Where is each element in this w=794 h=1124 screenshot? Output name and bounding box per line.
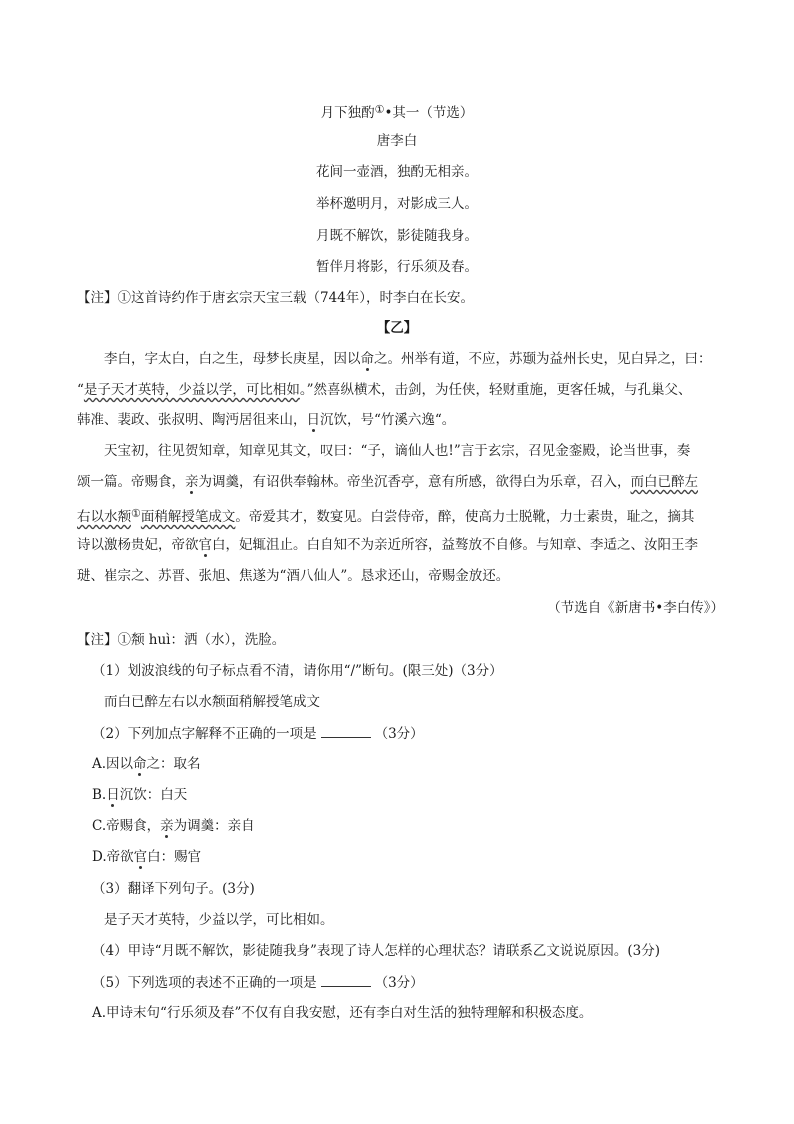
- dotted-char: 日: [306, 412, 320, 428]
- dotted-char: 官: [198, 537, 212, 553]
- dotted-char: 命: [360, 351, 374, 367]
- prose-p2-line-5: 琎、崔宗之、苏晋、张旭、焦遂为“酒八仙人”。恳求还山，帝赐金放还。: [77, 568, 510, 584]
- question-2-option-b: B.日沉饮：白天: [92, 787, 188, 803]
- source-citation: （节选自《新唐书•李白传》）: [547, 600, 724, 616]
- prose-p2-line-3: 右以水颒①面稍解授笔成文。帝爱其才，数宴见。白尝侍帝，醉，使高力士脱靴，力士素贵，耻之，摘其: [77, 507, 695, 525]
- poem-line-1: 花间一壶酒，独酌无相亲。: [316, 164, 478, 180]
- question-5: （5）下列选项的表述不正确的一项是 （3分）: [92, 972, 424, 993]
- poem-note: 【注】①这首诗约作于唐玄宗天宝三载（744年），时李白在长安。: [77, 290, 475, 306]
- question-5-option-a: A.甲诗末句“行乐须及春”不仅有自我安慰，还有李白对生活的独特理解和积极态度。: [92, 1005, 593, 1021]
- question-2-option-a: A.因以命之：取名: [92, 756, 201, 772]
- footnote-mark: ①: [131, 507, 141, 520]
- question-3: （3）翻译下列句子。(3分): [92, 881, 255, 897]
- prose-note: 【注】①颒 huì：洒（水），洗脸。: [77, 632, 286, 648]
- poem-title-text: 月下独酌: [320, 105, 375, 121]
- answer-blank[interactable]: [321, 723, 371, 738]
- question-2-option-d: D.帝欲官白：赐官: [92, 849, 202, 865]
- question-2-option-c: C.帝赐食，亲为调羹：亲自: [92, 818, 255, 834]
- wavy-underlined-sentence: 是子天才英特，少益以学，可比相如: [83, 382, 300, 398]
- poem-line-4: 暂伴月将影，行乐须及春。: [316, 259, 478, 275]
- question-1-sentence: 而白已醉左右以水颒面稍解授笔成文: [104, 694, 320, 710]
- prose-p1-line-1: 李白，字太白，白之生，母梦长庚星，因以命之。州举有道，不应，苏颋为益州长史，见白异之，曰：: [104, 351, 712, 367]
- poem-line-2: 举杯邀明月，对影成三人。: [316, 196, 478, 212]
- dotted-char: 日: [106, 787, 120, 803]
- dotted-char: 命: [133, 756, 147, 772]
- prose-p2-line-4: 诗以激杨贵妃，帝欲官白，妃辄沮止。白自知不为亲近所容，益骜放不自修。与知章、李适之、汝阳王李: [77, 537, 698, 553]
- poem-line-3: 月既不解饮，影徒随我身。: [316, 228, 478, 244]
- answer-blank[interactable]: [321, 972, 371, 987]
- prose-p2-line-1: 天宝初，往见贺知章，知章见其文，叹曰：“子，谪仙人也!”言于玄宗，召见金銮殿，论当世事，奏: [104, 443, 691, 459]
- footnote-mark: ①: [374, 103, 385, 116]
- question-3-sentence: 是子天才英特，少益以学，可比相如。: [104, 912, 334, 928]
- question-2: （2）下列加点字解释不正确的一项是 （3分）: [92, 723, 424, 744]
- dotted-char: 亲: [185, 474, 199, 490]
- dotted-char: 亲: [160, 818, 174, 834]
- prose-p1-line-2: “是子天才英特，少益以学，可比相如。”然喜纵横术，击剑，为任侠，轻财重施，更客任城，与孔巢父、: [77, 382, 692, 398]
- section-label: 【乙】: [376, 320, 418, 336]
- prose-p1-line-3: 韩准、裴政、张叔明、陶沔居徂来山，日沉饮，号“竹溪六逸“。: [77, 412, 456, 428]
- poem-title-suffix: •其一（节选）: [384, 105, 474, 121]
- poem-author: 唐李白: [376, 133, 418, 149]
- question-1: （1）划波浪线的句子标点看不清，请你用“/”断句。(限三处)（3分）: [92, 663, 503, 679]
- wavy-underlined-sentence: 而白已醉左: [630, 474, 698, 490]
- prose-p2-line-2: 颂一篇。帝赐食，亲为调羹，有诏供奉翰林。帝坐沉香亭，意有所感，欲得白为乐章，召入，而白已醉左: [77, 474, 698, 490]
- poem-title: [0, 100, 794, 123]
- question-4: （4）甲诗“月既不解饮，影徒随我身”表现了诗人怎样的心理状态？请联系乙文说说原因。(3分): [92, 943, 661, 959]
- dotted-char: 官: [133, 849, 148, 865]
